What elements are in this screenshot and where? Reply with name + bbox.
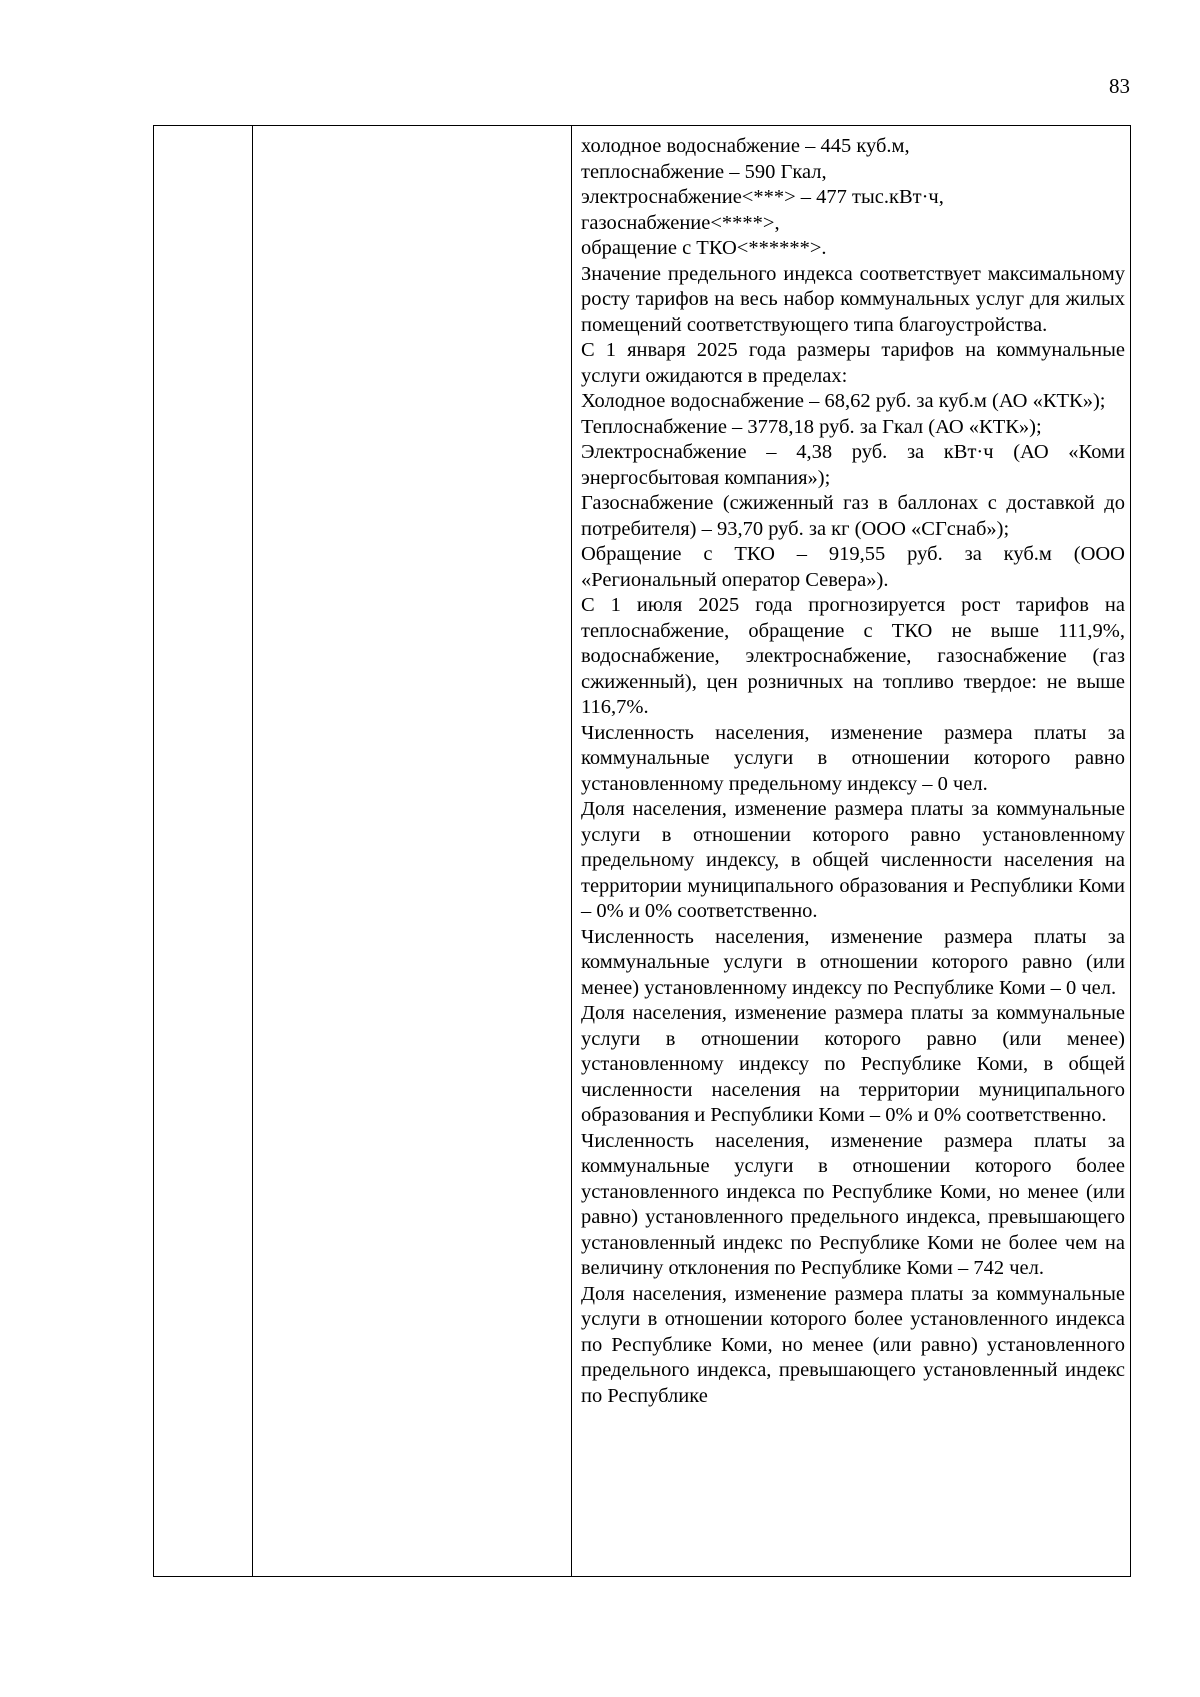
text-line: холодное водоснабжение – 445 куб.м, [581,135,910,157]
paragraph: Доля населения, изменение размера платы за коммунальные услуги в отношении которого равно установленному предельному индексу, в общей численности населения на территории муниципального образования и Республики Коми – 0% и 0% соответственно. [581,798,1125,922]
paragraph: Обращение с ТКО – 919,55 руб. за куб.м (ООО «Региональный оператор Севера»). [581,543,1125,591]
text-line: газоснабжение<****>, [581,211,780,234]
table-cell-number [154,126,253,1576]
text-line: обращение с ТКО<******>. [581,237,827,259]
paragraph: С 1 января 2025 года размеры тарифов на коммунальные услуги ожидаются в пределах: [581,339,1125,387]
paragraph: Газоснабжение (сжиженный газ в баллонах с доставкой до потребителя) – 93,70 руб. за кг (ООО «СГснаб»); [581,492,1125,540]
paragraph: Численность населения, изменение размера платы за коммунальные услуги в отношении которого более установленного индекса по Республике Коми, но менее (или равно) установленного предельного индекса, превышающего установленный индекс по Республике Коми не более чем на величину отклонения по Республике Коми – 742 чел. [581,1129,1125,1279]
document-table [153,125,1131,1577]
paragraph: Электроснабжение – 4,38 руб. за кВт·ч (АО «Коми энергосбытовая компания»); [581,441,1125,489]
paragraph: Доля населения, изменение размера платы за коммунальные услуги в отношении которого равно (или менее) установленному индексу по Республике Коми, в общей численности населения на территории муниципального образования и Республики Коми – 0% и 0% соответственно. [581,1002,1125,1126]
paragraph: С 1 июля 2025 года прогнозируется рост тарифов на теплоснабжение, обращение с ТКО не выше 111,9%, водоснабжение, электроснабжение, газоснабжение (газ сжиженный), цен розничных на топливо твердое: не выше 116,7%. [581,594,1125,718]
text-line: теплоснабжение – 590 Гкал, [581,160,827,183]
page-number: 83 [1109,74,1130,98]
text-line: электроснабжение<***> – 477 тыс.кВт·ч, [581,186,944,208]
table-cell-description [572,126,1130,1576]
paragraph: Доля населения, изменение размера платы за коммунальные услуги в отношении которого более установленного индекса по Республике Коми, но менее (или равно) установленного предельного индекса, превышающего установленный индекс по Республике [581,1282,1125,1407]
paragraph: Значение предельного индекса соответствует максимальному росту тарифов на весь набор коммунальных услуг для жилых помещений соответствующего типа благоустройства. [581,262,1125,336]
table-cell-name [253,126,572,1576]
paragraph: Численность населения, изменение размера платы за коммунальные услуги в отношении которого равно установленному предельному индексу – 0 чел. [581,721,1125,795]
paragraph: Теплоснабжение – 3778,18 руб. за Гкал (АО «КТК»); [581,415,1042,438]
paragraph: Численность населения, изменение размера платы за коммунальные услуги в отношении которого равно (или менее) установленному индексу по Республике Коми – 0 чел. [581,925,1125,999]
paragraph: Холодное водоснабжение – 68,62 руб. за куб.м (АО «КТК»); [581,390,1106,412]
